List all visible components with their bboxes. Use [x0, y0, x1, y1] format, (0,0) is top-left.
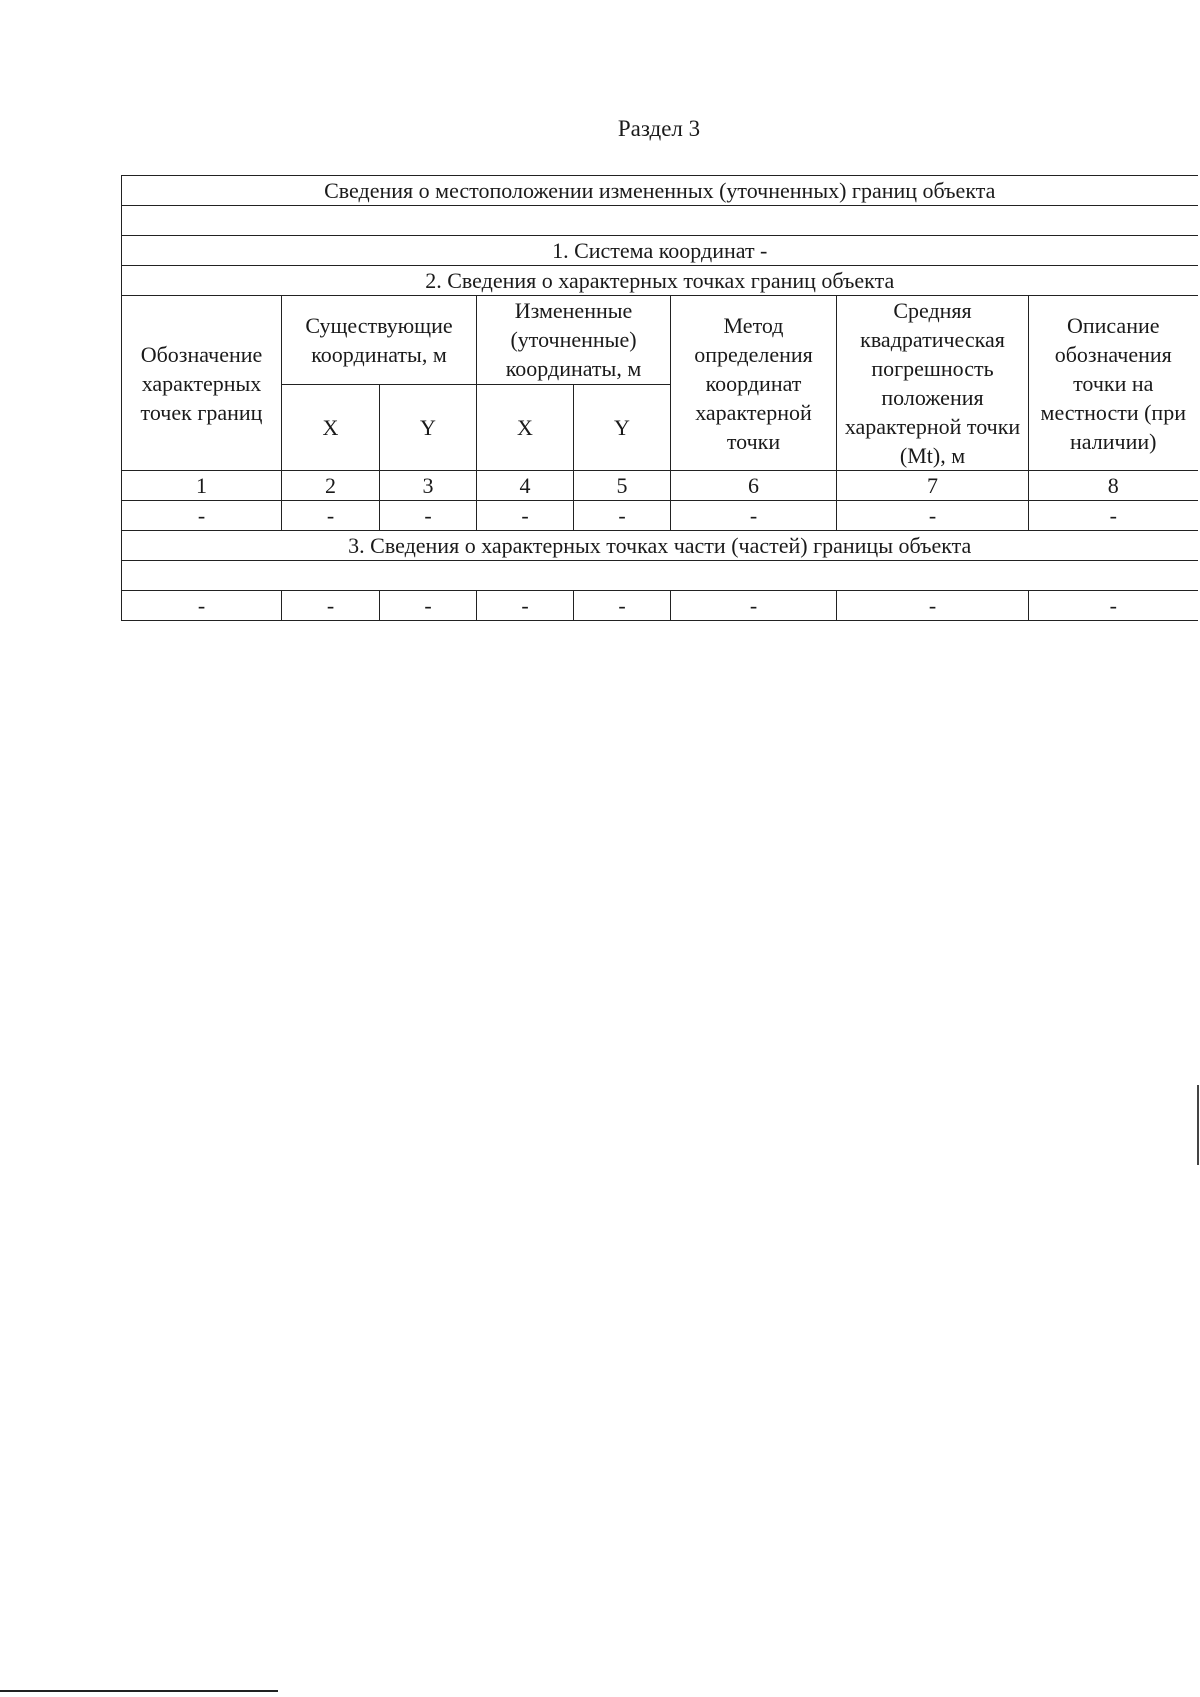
- table-cell: -: [837, 501, 1029, 531]
- table-cell: -: [122, 591, 282, 621]
- col-header-existing-y: Y: [380, 384, 477, 471]
- table-cell: -: [380, 501, 477, 531]
- col-header-point-designation: Обозначение характерных точек границ: [122, 296, 282, 471]
- table-cell: -: [837, 591, 1029, 621]
- table-cell: -: [380, 591, 477, 621]
- table-cell: -: [122, 501, 282, 531]
- column-number: 7: [837, 471, 1029, 501]
- col-header-mean-error: Средняя квадратическая погрешность положения характерной точки (Mt), м: [837, 296, 1029, 471]
- table-cell: -: [1029, 501, 1198, 531]
- section-title: Раздел 3: [617, 116, 701, 141]
- col-header-changed-y: Y: [574, 384, 671, 471]
- table-cell: -: [671, 501, 837, 531]
- table-cell: -: [282, 591, 380, 621]
- col-header-existing-coordinates: Существующие координаты, м: [282, 296, 477, 385]
- table-cell: -: [1029, 591, 1198, 621]
- points-heading: 2. Сведения о характерных точках границ объекта: [122, 266, 1198, 296]
- boundary-info-table: [121, 175, 1198, 621]
- table-title: Сведения о местоположении измененных (уточненных) границ объекта: [122, 176, 1198, 206]
- col-header-changed-x: X: [477, 384, 574, 471]
- table-row: [122, 501, 1198, 531]
- scan-edge-mark: [1197, 1085, 1199, 1165]
- table-blank-row: [122, 561, 1198, 591]
- column-number: 2: [282, 471, 380, 501]
- column-number: 1: [122, 471, 282, 501]
- column-number: 4: [477, 471, 574, 501]
- col-header-existing-x: X: [282, 384, 380, 471]
- col-header-description: Описание обозначения точки на местности (при наличии): [1029, 296, 1198, 471]
- table-cell: -: [282, 501, 380, 531]
- table-row: [122, 591, 1198, 621]
- table-cell: -: [671, 591, 837, 621]
- column-number: 8: [1029, 471, 1198, 501]
- coordinate-system-label: 1. Система координат -: [122, 236, 1198, 266]
- column-number-row: [122, 471, 1198, 501]
- col-header-method: Метод определения координат характерной точки: [671, 296, 837, 471]
- part-points-heading: 3. Сведения о характерных точках части (частей) границы объекта: [122, 531, 1198, 561]
- column-number: 3: [380, 471, 477, 501]
- table-cell: -: [477, 591, 574, 621]
- col-header-changed-coordinates: Измененные (уточненные) координаты, м: [477, 296, 671, 385]
- table-cell: -: [574, 591, 671, 621]
- table-blank-row: [122, 206, 1198, 236]
- footer-rule: [0, 1690, 278, 1692]
- table-cell: -: [477, 501, 574, 531]
- column-number: 6: [671, 471, 837, 501]
- table-cell: -: [574, 501, 671, 531]
- column-number: 5: [574, 471, 671, 501]
